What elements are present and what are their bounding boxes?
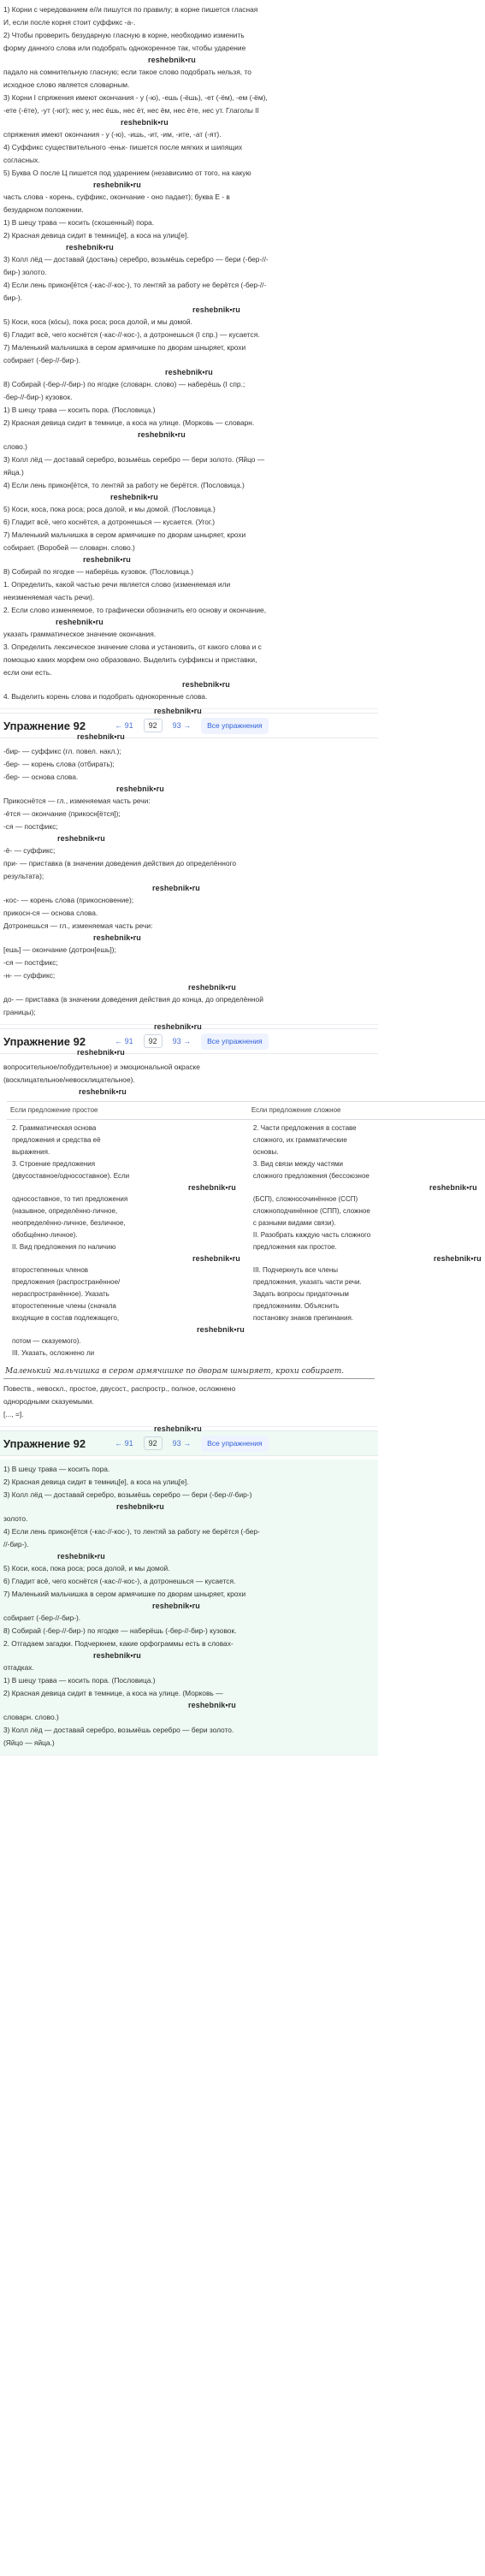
- text-line: границы);: [3, 1008, 36, 1016]
- exercise-navbar: [0, 1022, 378, 1057]
- text-line: 6) Гладит всё, чего коснётся, а дотронешься — кусается. (Угог.): [3, 518, 216, 526]
- text-line: 1) Корни с чередованием е//и пишутся по правилу; в корне пишется гласная: [3, 5, 258, 14]
- text-line: [..., =].: [3, 1410, 24, 1418]
- prev-exercise-button[interactable]: ← 91: [115, 720, 133, 730]
- text-line: 3) Колл лёд — доставай серебро, возьмёшь серебро — бери золото. (Яйцо —: [3, 455, 265, 464]
- text-line: согласных.: [3, 156, 40, 164]
- watermark: reshebnik•ru: [188, 983, 236, 992]
- all-exercises-button[interactable]: Все упражнения: [201, 1436, 268, 1452]
- watermark: reshebnik•ru: [83, 555, 131, 564]
- text-line: 5) Коси, коса (кóсы), пока роса; роса долой, и мы домой.: [3, 317, 192, 326]
- text-line: 2) Красная девица сидит в темнице, а коса на улице. (Морковь —: [3, 1689, 223, 1697]
- watermark: reshebnik•ru: [192, 1254, 240, 1263]
- text-line: 2) Красная девица сидит в темниц[е], а коса на улиц[е].: [3, 1477, 189, 1486]
- text-line: 2. Грамматическая основа: [12, 1124, 97, 1132]
- text-line: (Яйцо — яйца.): [3, 1738, 55, 1747]
- text-line: -бер- — основа слова.: [3, 773, 79, 781]
- text-line: Задать вопросы придаточным: [252, 1290, 349, 1298]
- watermark: reshebnik•ru: [152, 884, 200, 892]
- answer-section-4: [0, 1460, 378, 1756]
- watermark: reshebnik•ru: [188, 1701, 236, 1709]
- simple-sentence-plan: [7, 1120, 248, 1363]
- text-line: 1) В шецу трава — косить пора. (Пословица.): [3, 406, 156, 414]
- exercise-title: Упражнение 92: [3, 719, 86, 732]
- watermark: reshebnik•ru: [93, 1651, 141, 1660]
- text-line: собирает. (Воробей — словарн. слово.): [3, 543, 135, 552]
- watermark: reshebnik•ru: [154, 1022, 202, 1031]
- text-line: результата);: [3, 872, 44, 880]
- text-line: 5) Буква О после Ц пишется под ударением (независимо от того, на какую: [3, 169, 251, 177]
- watermark: reshebnik•ru: [93, 181, 141, 189]
- text-line: -бир- — суффикс (гл. повел. накл.);: [3, 747, 121, 755]
- next-exercise-button[interactable]: 93 →: [172, 1438, 192, 1448]
- text-line: 4) Если лень прикон[ётся, то лентяй за работу не берётся. (Пословица.): [3, 481, 245, 489]
- parsed-sentence: Маленький мальчишка в сером армячишке по дворам шныряет, крохи собирает.: [3, 1365, 375, 1379]
- text-line: И, если после корня стоит суффикс -а-.: [3, 18, 136, 27]
- text-line: если они есть.: [3, 668, 52, 677]
- text-line: однородными сказуемыми.: [3, 1397, 94, 1406]
- text-line: -ся — постфикс;: [3, 958, 58, 967]
- text-line: 2. Части предложения в составе: [252, 1124, 357, 1132]
- text-line: III. Указать, осложнено ли: [12, 1349, 95, 1357]
- text-line: отгадках.: [3, 1663, 34, 1672]
- text-line: нераспространённое). Указать: [12, 1290, 109, 1298]
- text-line: -бер- — корень слова (отбирать);: [3, 760, 115, 768]
- text-line: форму данного слова или подобрать однокоренное так, чтобы ударение: [3, 44, 246, 52]
- current-exercise-number: 92: [144, 1436, 163, 1450]
- text-line: II. Вид предложения по наличию: [12, 1243, 116, 1251]
- text-line: -ётся — окончание (прикосн[ётся]);: [3, 809, 121, 818]
- watermark: reshebnik•ru: [154, 1424, 202, 1433]
- text-line: 7) Маленький мальчишка в сером армячишке по дворам шныряет, крохи: [3, 530, 246, 539]
- text-line: безударном положении.: [3, 205, 84, 214]
- text-line: 7) Маленький мальчишка в сером армячишке по дворам шныряет, крохи: [3, 343, 246, 352]
- watermark: reshebnik•ru: [197, 1325, 245, 1334]
- text-line: 3) Колл лёд — доставай (достань) серебро, возьмёшь серебро — бери (-бер-//-: [3, 255, 269, 264]
- text-line: 1) В шецу трава — косить пора.: [3, 1465, 110, 1473]
- text-line: предложения, указать части речи.: [252, 1278, 362, 1286]
- watermark: reshebnik•ru: [433, 1254, 482, 1263]
- watermark: reshebnik•ru: [66, 243, 114, 252]
- text-line: 6) Гладит всё, чего коснётся (-кас-//-кос-), а дотронешься (I спр.) — кусается.: [3, 330, 260, 339]
- next-exercise-button[interactable]: 93 →: [172, 720, 192, 730]
- text-line: сложного, их грамматические: [252, 1136, 347, 1144]
- text-line: 2. Если слово изменяемое, то графически обозначить его основу и окончание,: [3, 606, 267, 614]
- column-header-simple: Если предложение простое: [7, 1102, 248, 1120]
- text-line: спряжения имеют окончания - у (-ю), -ишь, -ит, -им, -ите, -ат (-ят).: [3, 130, 222, 139]
- text-line: Прикоснётся — гл., изменяемая часть речи:: [3, 796, 151, 805]
- text-line: второстепенных членов: [12, 1266, 89, 1274]
- text-line: основы.: [252, 1148, 279, 1156]
- current-exercise-number: 92: [144, 1034, 163, 1048]
- intro-line: вопросительное/побудительное) и эмоциональной окраске: [3, 1063, 200, 1071]
- text-line: собирает (-бер-//-бир-).: [3, 356, 81, 364]
- text-line: 3) Колл лёд — доставай серебро, возьмёшь серебро — бери (-бер-//-бир-): [3, 1490, 252, 1499]
- exercise-navbar: [0, 1424, 378, 1456]
- intro-line: (восклицательное/невосклицательное).: [3, 1075, 135, 1084]
- text-line: 4) Если лень прикон[ётся (-кас-//-кос-), то лентяй за работу не берётся (-бер-: [3, 1527, 260, 1536]
- text-line: собирает (-бер-//-бир-).: [3, 1614, 81, 1622]
- text-line: падало на сомнительную гласную; если такое слово подобрать нельзя, то: [3, 68, 251, 76]
- text-line: 3) Корни I спряжения имеют окончания - у (-ю), -ешь (-ёшь), -ет (-ём), -ем (-ём),: [3, 93, 268, 102]
- text-line: 8) Собирай (-бер-//-бир-) по ягодке (словарн. слово) — наберёшь (I спр.;: [3, 380, 245, 388]
- watermark: reshebnik•ru: [121, 118, 169, 127]
- text-line: //-бир-).: [3, 1540, 29, 1549]
- text-line: III. Подчеркнуть все члены: [252, 1266, 339, 1274]
- text-line: (назывное, определённо-личное,: [12, 1207, 118, 1215]
- watermark: reshebnik•ru: [165, 368, 213, 376]
- watermark: reshebnik•ru: [57, 1552, 105, 1560]
- text-line: потом — сказуемого).: [12, 1337, 81, 1345]
- complex-sentence-plan: [248, 1120, 485, 1363]
- text-line: бир-).: [3, 293, 23, 302]
- text-line: часть слова - корень, суффикс, окончание - оно падает); буква Е - в: [3, 192, 230, 201]
- text-line: золото.: [3, 1514, 28, 1523]
- text-line: 3. Определить лексическое значение слова и установить, от какого слова и с: [3, 643, 262, 651]
- text-line: слово.): [3, 442, 27, 451]
- text-line: прикосн-ся — основа слова.: [3, 909, 98, 917]
- watermark: reshebnik•ru: [110, 493, 158, 501]
- text-line: постановку знаков препинания.: [252, 1314, 353, 1322]
- current-exercise-number: 92: [144, 719, 163, 732]
- watermark: reshebnik•ru: [77, 732, 125, 741]
- column-header-complex: Если предложение сложное: [248, 1102, 485, 1120]
- text-line: 1. Определить, какой частью речи является слово (изменяемая или: [3, 580, 231, 589]
- watermark: reshebnik•ru: [154, 707, 202, 715]
- watermark: reshebnik•ru: [116, 785, 164, 793]
- text-line: второстепенные члены (сначала: [12, 1302, 116, 1310]
- watermark: reshebnik•ru: [152, 1602, 200, 1610]
- text-line: 3. Строение предложения: [12, 1160, 96, 1168]
- watermark: reshebnik•ru: [192, 305, 240, 314]
- text-line: 2) Красная девица сидит в темниц[е], а коса на улиц[е].: [3, 231, 189, 240]
- watermark: reshebnik•ru: [182, 680, 230, 689]
- text-line: -ся — постфикс;: [3, 822, 58, 831]
- text-line: 2) Чтобы проверить безударную гласную в корне, необходимо изменить: [3, 31, 245, 39]
- text-line: (двусоставное/односоставное). Если: [12, 1172, 130, 1180]
- prev-exercise-button[interactable]: ← 91: [115, 1036, 133, 1045]
- text-line: 1) В шецу трава — косить пора. (Пословица.): [3, 1676, 156, 1685]
- text-line: сложного предложения (бессоюзное: [252, 1172, 370, 1180]
- text-line: 8) Собирай по ягодке — наберёшь кузовок. (Пословица.): [3, 567, 194, 576]
- text-line: неопределённо-личное, безличное,: [12, 1219, 126, 1227]
- exercise-pager: [111, 1436, 269, 1452]
- text-line: 5) Коси, коса, пока роса; роса долой, и мы домой. (Пословица.): [3, 505, 216, 513]
- watermark: reshebnik•ru: [188, 1183, 236, 1192]
- exercise-title: Упражнение 92: [3, 1034, 86, 1048]
- text-line: 4) Если лень прикон[ётся (-кас-//-кос-), то лентяй за работу не берётся (-бер-//-: [3, 281, 267, 289]
- watermark: reshebnik•ru: [148, 56, 196, 64]
- text-line: исходное слово является словарным.: [3, 80, 130, 89]
- text-line: предложения (распространённое/: [12, 1278, 121, 1286]
- text-line: 8) Собирай (-бер-//-бир-) по ягодке — наберёшь (-бер-//-бир-) кузовок.: [3, 1626, 237, 1635]
- watermark: reshebnik•ru: [56, 618, 104, 626]
- exercise-title: Упражнение 92: [3, 1436, 86, 1450]
- watermark: reshebnik•ru: [93, 933, 141, 942]
- all-exercises-button[interactable]: Все упражнения: [201, 718, 268, 734]
- text-line: 5) Коси, коса, пока роса; роса долой, и мы домой.: [3, 1564, 170, 1572]
- watermark: reshebnik•ru: [77, 1048, 125, 1057]
- text-line: при- — приставка (в значении доведения действия до определённого: [3, 859, 237, 868]
- answer-section-1: [0, 0, 378, 709]
- text-line: 1) В шецу трава — косить (скошенный) пора.: [3, 218, 155, 227]
- text-line: 2. Отгадаем загадки. Подчеркнем, какие орфограммы есть в словах-: [3, 1639, 234, 1648]
- text-line: -ете (-ёте), -ут (-ют); нес у, нес ёшь, нес ёт, нес ём, нес ёте, нес ут. Глаголы II: [3, 106, 259, 115]
- text-line: выражения.: [12, 1148, 50, 1156]
- answer-section-3: [0, 1057, 482, 1427]
- text-line: яйца.): [3, 468, 24, 477]
- text-line: 4) Суффикс существительного -еньк- пишется после мягких и шипящих: [3, 143, 243, 151]
- watermark: reshebnik•ru: [429, 1183, 477, 1192]
- text-line: Дотронешься — гл., изменяемая часть речи:: [3, 921, 153, 930]
- text-line: предложения и средства её: [12, 1136, 101, 1144]
- text-line: -н- — суффикс;: [3, 971, 56, 980]
- text-line: до- — приставка (в значении доведения действия до конца, до определённой: [3, 995, 263, 1004]
- text-line: бир-) золото.: [3, 268, 47, 276]
- text-line: входящие в состав подлежащего,: [12, 1314, 120, 1322]
- text-line: односоставное, то тип предложения: [12, 1195, 128, 1203]
- text-line: неизменяемая часть речи).: [3, 593, 95, 601]
- text-line: 3. Вид связи между частями: [252, 1160, 343, 1168]
- exercise-pager: [111, 1033, 269, 1050]
- text-line: 6) Гладит всё, чего коснётся (-кас-//-кос-), а дотронешься — кусается.: [3, 1577, 236, 1585]
- text-line: сложноподчинённое (СПП), сложное: [252, 1207, 370, 1215]
- text-line: [ешь] — окончание (дотрон[ешь]);: [3, 945, 116, 954]
- text-line: указать грамматическое значение окончания.: [3, 630, 157, 638]
- parsing-plan-table: [7, 1101, 485, 1362]
- next-exercise-button[interactable]: 93 →: [172, 1036, 192, 1045]
- watermark: reshebnik•ru: [138, 430, 186, 439]
- answer-section-2: [0, 742, 378, 1025]
- text-line: 4. Выделить корень слова и подобрать однокоренные слова.: [3, 692, 208, 701]
- exercise-pager: [111, 718, 269, 734]
- text-line: -кос- — корень слова (прикосновение);: [3, 896, 134, 904]
- text-line: с разными видами связи).: [252, 1219, 336, 1227]
- text-line: (БСП), сложносочинённое (ССП): [252, 1195, 358, 1203]
- watermark: reshebnik•ru: [116, 1502, 164, 1511]
- text-line: -бер-//-бир-) кузовок.: [3, 393, 73, 401]
- text-line: 3) Колл лёд — доставай серебро, возьмёшь серебро — бери золото.: [3, 1726, 234, 1734]
- exercise-navbar: [0, 707, 378, 741]
- text-line: 7) Маленький мальчишка в сером армячишке по дворам шныряет, крохи: [3, 1590, 246, 1598]
- text-line: 2) Красная девица сидит в темнице, а коса на улице. (Морковь — словарн.: [3, 418, 255, 427]
- text-line: -ё- — суффикс;: [3, 846, 56, 855]
- text-line: обобщённо-личное).: [12, 1231, 78, 1239]
- text-line: словарн. слово.): [3, 1713, 59, 1721]
- text-line: предложениям. Объяснить: [252, 1302, 340, 1310]
- watermark: reshebnik•ru: [79, 1087, 127, 1096]
- text-line: Повеств., невоскл., простое, двусост., распростр., полное, осложнено: [3, 1384, 236, 1393]
- watermark: reshebnik•ru: [57, 834, 105, 843]
- text-line: помощью каких морфем оно образовано. Выделить суффиксы и приставки,: [3, 655, 257, 664]
- text-line: II. Разобрать каждую часть сложного: [252, 1231, 371, 1239]
- all-exercises-button[interactable]: Все упражнения: [201, 1033, 268, 1050]
- prev-exercise-button[interactable]: ← 91: [115, 1438, 133, 1448]
- text-line: предложения как простое.: [252, 1243, 337, 1251]
